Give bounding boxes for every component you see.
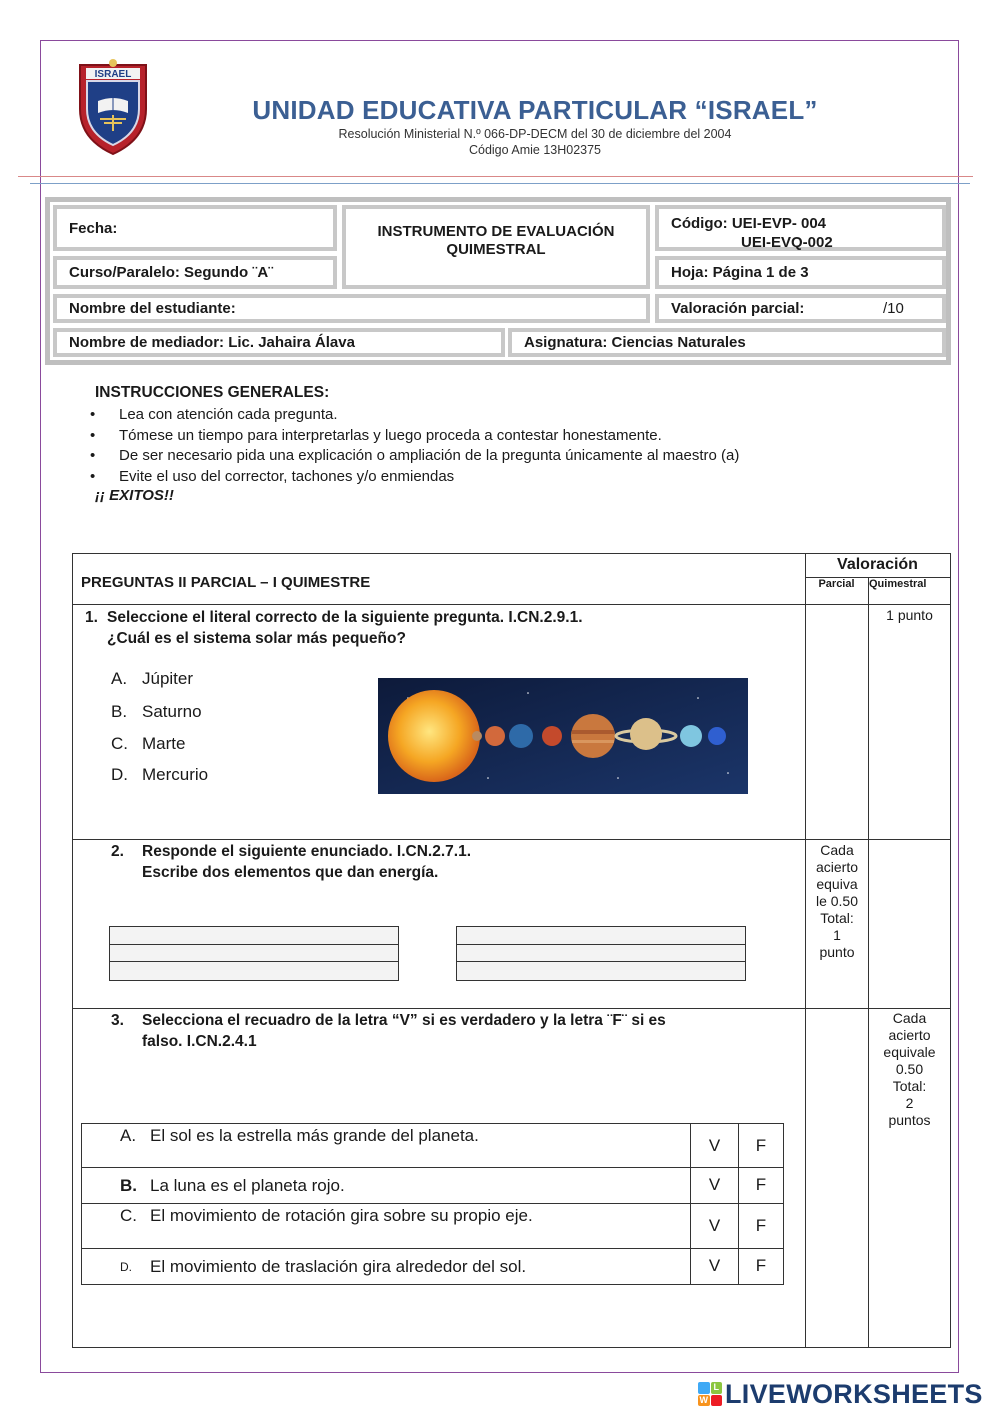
valoracion-label: Valoración parcial: — [671, 300, 805, 317]
q3-score-line: 2 — [905, 1095, 914, 1111]
header-divider-red — [18, 176, 973, 177]
liveworksheets-badge-icon — [698, 1382, 722, 1406]
answer-box-line — [457, 927, 745, 945]
asignatura-label: Asignatura: Ciencias Naturales — [524, 334, 746, 351]
tf-row-d — [82, 1249, 783, 1285]
fecha-label: Fecha: — [69, 219, 118, 237]
table-header-title: PREGUNTAS II PARCIAL – I QUIMESTRE — [81, 574, 371, 591]
tf-letter: C. — [120, 1206, 137, 1225]
mediador-label: Nombre de mediador: Lic. Jahaira Álava — [69, 334, 355, 351]
saturn-icon — [630, 718, 662, 750]
mars-icon — [542, 726, 562, 746]
q2-score-line: Cada — [820, 842, 854, 858]
answer-box-1[interactable] — [109, 926, 399, 981]
curso-paralelo — [53, 256, 337, 289]
q3-line2: falso. I.CN.2.4.1 — [142, 1033, 257, 1050]
q1-number: 1. — [85, 609, 98, 626]
tf-row-a — [82, 1124, 783, 1168]
q3-score-line: Total: — [892, 1078, 927, 1094]
instructions-list — [90, 405, 739, 487]
q1-row-divider — [73, 839, 950, 840]
tf-true-option[interactable]: V — [690, 1249, 738, 1285]
option-text: Mercurio — [142, 765, 209, 784]
q1-line1: Seleccione el literal correcto de la siguiente pregunta. I.CN.2.9.1. — [107, 609, 583, 626]
exam-info-box — [45, 197, 951, 365]
instruction-item: • De ser necesario pida una explicación o ampliación de la pregunta únicamente al maestro (a) — [90, 446, 739, 467]
instrument-title-line2: QUIMESTRAL — [446, 241, 546, 258]
q3-score-line: equivale — [883, 1044, 936, 1060]
q1-score: 1 punto — [886, 607, 933, 623]
q3-score-line: Cada — [892, 1010, 927, 1026]
q1-line2: ¿Cuál es el sistema solar más pequeño? — [107, 630, 406, 647]
tf-true-option[interactable]: V — [690, 1204, 738, 1248]
answer-box-line — [457, 945, 745, 963]
fecha-field[interactable] — [53, 205, 337, 251]
jupiter-icon — [571, 714, 615, 758]
q3-score-line: 0.50 — [895, 1061, 924, 1077]
q2-statement — [142, 841, 471, 883]
tf-statement: El movimiento de rotación gira sobre su propio eje. — [150, 1206, 533, 1225]
q3-statement — [142, 1010, 666, 1052]
option-text: Marte — [142, 734, 186, 753]
instruction-item: • Tómese un tiempo para interpretarlas y luego proceda a contestar honestamente. — [90, 426, 739, 447]
option-letter: C. — [111, 734, 128, 753]
badge-letter: L — [711, 1382, 723, 1394]
q3-number: 3. — [111, 1012, 124, 1029]
codigo-line2: UEI-EVQ-002 — [741, 234, 833, 251]
hoja-cell — [655, 256, 946, 289]
instruction-item: • Evite el uso del corrector, tachones y/o enmiendas — [90, 467, 739, 488]
instruction-item: • Lea con atención cada pregunta. — [90, 405, 739, 426]
q2-score-line: punto — [819, 944, 855, 960]
option-letter: D. — [111, 765, 128, 784]
q2-score-line: acierto — [815, 859, 859, 875]
instructions-title: INSTRUCCIONES GENERALES: — [95, 384, 330, 401]
tf-row-c — [82, 1204, 783, 1249]
earth-icon — [509, 724, 533, 748]
q2-score-line: le 0.50 — [815, 893, 859, 909]
parcial-header: Parcial — [818, 578, 855, 590]
col-divider-quimestral — [868, 577, 869, 1347]
tf-letter: D. — [120, 1260, 132, 1274]
tf-row-b — [82, 1168, 783, 1204]
q1-option-a[interactable] — [111, 669, 194, 689]
resolution-text: Resolución Ministerial N.º 066-DP-DECM del 30 de diciembre del 2004 — [338, 127, 732, 141]
tf-true-option[interactable]: V — [690, 1124, 738, 1167]
tf-letter: A. — [120, 1126, 137, 1145]
option-text: Saturno — [142, 702, 202, 721]
q3-score-line: acierto — [888, 1027, 931, 1043]
q2-number: 2. — [111, 843, 124, 860]
tf-true-option[interactable]: V — [690, 1168, 738, 1203]
tf-statement: El movimiento de traslación gira alrededor del sol. — [150, 1257, 527, 1276]
q2-row-divider — [73, 1008, 950, 1009]
school-crest-logo — [76, 57, 150, 157]
amie-code: Código Amie 13H02375 — [468, 143, 602, 157]
student-name-field[interactable] — [53, 294, 650, 323]
mercury-icon — [472, 731, 482, 741]
valoracion-value: /10 — [883, 300, 904, 317]
asignatura-cell — [508, 328, 946, 357]
option-letter: B. — [111, 702, 128, 721]
q2-score — [806, 842, 868, 961]
liveworksheets-logo — [698, 1377, 983, 1411]
q1-option-b[interactable] — [111, 702, 202, 722]
codigo-cell — [655, 205, 946, 251]
mediador-cell — [53, 328, 505, 357]
liveworksheets-brand: LIVEWORKSHEETS — [725, 1378, 983, 1409]
logo-text: ISRAEL — [94, 69, 132, 80]
tf-false-option[interactable]: F — [738, 1168, 783, 1203]
exitos-closing: ¡¡ EXITOS!! — [95, 487, 174, 504]
q3-score — [869, 1010, 950, 1129]
option-letter: A. — [111, 669, 128, 688]
q1-option-c[interactable] — [111, 734, 186, 754]
solar-system-image — [378, 678, 748, 794]
instrument-title-line1: INSTRUMENTO DE EVALUACIÓN — [377, 223, 615, 240]
answer-box-2[interactable] — [456, 926, 746, 981]
instrument-title — [342, 205, 650, 289]
uranus-icon — [680, 725, 702, 747]
q2-score-line: 1 — [833, 927, 841, 943]
valoracion-header: Valoración — [837, 556, 918, 573]
q1-option-d[interactable] — [111, 765, 209, 785]
q1-statement — [107, 607, 583, 649]
answer-box-line — [110, 945, 398, 963]
hoja-label: Hoja: Página 1 de 3 — [671, 264, 809, 281]
header-row-divider — [73, 604, 950, 605]
tf-letter: B. — [120, 1176, 137, 1195]
tf-false-option[interactable]: F — [738, 1204, 783, 1248]
answer-box-line — [110, 927, 398, 945]
q3-score-line: puntos — [888, 1112, 931, 1128]
badge-letter: W — [699, 1394, 708, 1405]
q2-line2: Escribe dos elementos que dan energía. — [142, 864, 439, 881]
codigo-line1: Código: UEI-EVP- 004 — [671, 215, 827, 232]
header-divider-blue — [30, 183, 970, 184]
tf-statement: La luna es el planeta rojo. — [150, 1176, 345, 1195]
school-resolution — [200, 126, 870, 158]
q3-line1: Selecciona el recuadro de la letra “V” si es verdadero y la letra ¨F¨ si es — [142, 1012, 666, 1029]
venus-icon — [485, 726, 505, 746]
sun-icon — [388, 690, 480, 782]
q2-score-line: Total: — [820, 910, 854, 926]
curso-label: Curso/Paralelo: Segundo ¨A¨ — [69, 264, 274, 281]
quimestral-header: Quimestral — [869, 578, 927, 590]
answer-box-line — [457, 962, 745, 980]
valoracion-parcial-field[interactable] — [655, 294, 946, 323]
tf-false-option[interactable]: F — [738, 1124, 783, 1167]
answer-box-line — [110, 962, 398, 980]
tf-false-option[interactable]: F — [738, 1249, 783, 1285]
school-name: UNIDAD EDUCATIVA PARTICULAR “ISRAEL” — [252, 95, 818, 125]
option-text: Júpiter — [142, 669, 194, 688]
q2-score-line: equiva — [816, 876, 858, 892]
q2-line1: Responde el siguiente enunciado. I.CN.2.7.1. — [142, 843, 472, 860]
true-false-table — [81, 1123, 784, 1285]
tf-statement: El sol es la estrella más grande del planeta. — [150, 1126, 479, 1145]
student-name-label: Nombre del estudiante: — [69, 300, 236, 317]
neptune-icon — [708, 727, 726, 745]
